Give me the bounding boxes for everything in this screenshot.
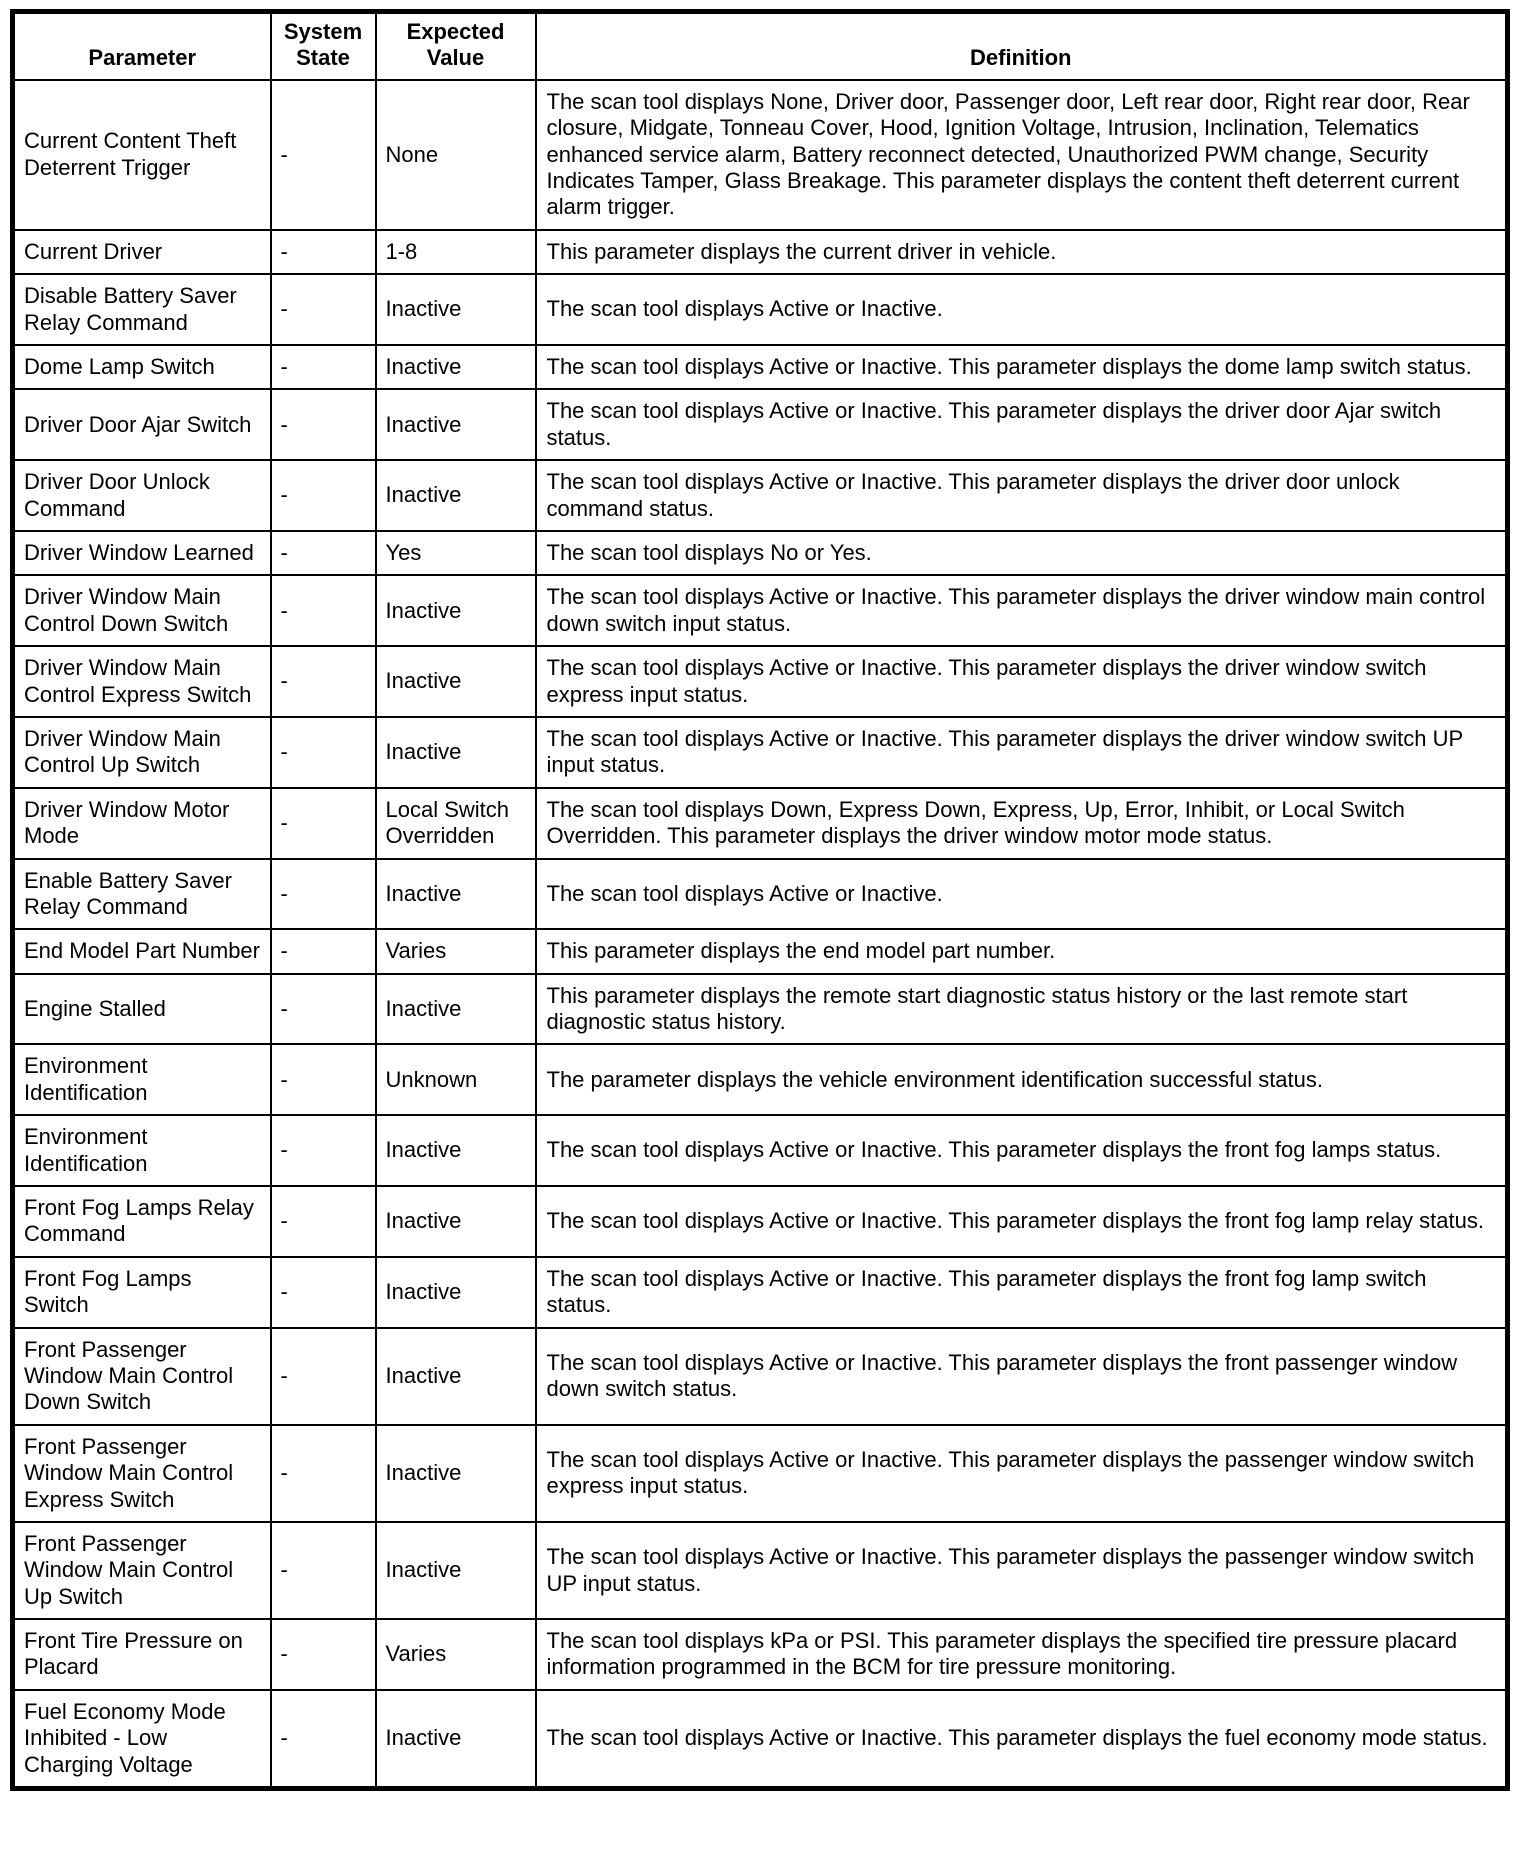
table-row (13, 230, 1508, 274)
cell-system-state: - (271, 345, 376, 389)
cell-definition: The scan tool displays Active or Inactive. This parameter displays the driver door Ajar switch status. (536, 389, 1508, 460)
header-parameter: Parameter (13, 12, 271, 80)
cell-system-state: - (271, 1690, 376, 1789)
cell-definition: The scan tool displays No or Yes. (536, 531, 1508, 575)
table-row (13, 929, 1508, 973)
cell-expected-value: Varies (376, 1619, 536, 1690)
cell-definition: The scan tool displays Active or Inactive. (536, 274, 1508, 345)
table-row (13, 1257, 1508, 1328)
cell-expected-value: Inactive (376, 859, 536, 930)
cell-expected-value: Inactive (376, 1186, 536, 1257)
cell-system-state: - (271, 646, 376, 717)
cell-expected-value: Inactive (376, 1522, 536, 1619)
cell-definition: The scan tool displays Active or Inactive. This parameter displays the driver door unlock command status. (536, 460, 1508, 531)
cell-parameter: Environment Identification (13, 1115, 271, 1186)
cell-system-state: - (271, 717, 376, 788)
cell-definition: The scan tool displays Down, Express Down, Express, Up, Error, Inhibit, or Local Switch Overridden. This parameter displays the driver window motor mode status. (536, 788, 1508, 859)
cell-parameter: End Model Part Number (13, 929, 271, 973)
cell-parameter: Engine Stalled (13, 974, 271, 1045)
cell-expected-value: None (376, 80, 536, 230)
cell-definition: The scan tool displays Active or Inactive. This parameter displays the driver window switch express input status. (536, 646, 1508, 717)
cell-expected-value: Inactive (376, 274, 536, 345)
header-expected-value: Expected Value (376, 12, 536, 80)
table-row (13, 531, 1508, 575)
header-system-state: System State (271, 12, 376, 80)
header-row (13, 12, 1508, 80)
cell-expected-value: Inactive (376, 717, 536, 788)
cell-system-state: - (271, 929, 376, 973)
cell-parameter: Driver Window Main Control Down Switch (13, 575, 271, 646)
table-row (13, 859, 1508, 930)
table-row (13, 389, 1508, 460)
table-row (13, 460, 1508, 531)
cell-definition: The scan tool displays Active or Inactive. This parameter displays the driver window main control down switch input status. (536, 575, 1508, 646)
cell-parameter: Front Passenger Window Main Control Express Switch (13, 1425, 271, 1522)
cell-system-state: - (271, 1328, 376, 1425)
table-body (13, 80, 1508, 1789)
cell-system-state: - (271, 1619, 376, 1690)
table-row (13, 1328, 1508, 1425)
cell-system-state: - (271, 80, 376, 230)
cell-definition: The scan tool displays None, Driver door, Passenger door, Left rear door, Right rear door, Rear closure, Midgate, Tonneau Cover, Hood, Ignition Voltage, Intrusion, Inclination, Telematics enhanced service alarm, Battery reconnect detected, Unauthorized PWM change, Security Indicates Tamper, Glass Breakage. This parameter displays the content theft deterrent current alarm trigger. (536, 80, 1508, 230)
table-row (13, 1186, 1508, 1257)
cell-parameter: Driver Window Learned (13, 531, 271, 575)
cell-parameter: Fuel Economy Mode Inhibited - Low Charging Voltage (13, 1690, 271, 1789)
cell-parameter: Front Tire Pressure on Placard (13, 1619, 271, 1690)
cell-expected-value: Inactive (376, 1115, 536, 1186)
table-row (13, 1425, 1508, 1522)
cell-expected-value: Inactive (376, 460, 536, 531)
cell-expected-value: Yes (376, 531, 536, 575)
cell-expected-value: Unknown (376, 1044, 536, 1115)
table-row (13, 717, 1508, 788)
cell-definition: This parameter displays the end model part number. (536, 929, 1508, 973)
cell-parameter: Front Passenger Window Main Control Up Switch (13, 1522, 271, 1619)
cell-definition: The scan tool displays Active or Inactive. This parameter displays the front fog lamps status. (536, 1115, 1508, 1186)
cell-system-state: - (271, 575, 376, 646)
table-row (13, 1619, 1508, 1690)
cell-parameter: Enable Battery Saver Relay Command (13, 859, 271, 930)
cell-definition: The scan tool displays Active or Inactive. This parameter displays the front fog lamp relay status. (536, 1186, 1508, 1257)
cell-system-state: - (271, 1257, 376, 1328)
cell-parameter: Environment Identification (13, 1044, 271, 1115)
table-row (13, 1115, 1508, 1186)
cell-expected-value: Inactive (376, 1328, 536, 1425)
cell-expected-value: Inactive (376, 1257, 536, 1328)
cell-parameter: Current Content Theft Deterrent Trigger (13, 80, 271, 230)
cell-system-state: - (271, 460, 376, 531)
cell-expected-value: Inactive (376, 345, 536, 389)
cell-definition: The scan tool displays Active or Inactive. This parameter displays the passenger window switch express input status. (536, 1425, 1508, 1522)
cell-expected-value: 1-8 (376, 230, 536, 274)
table-row (13, 646, 1508, 717)
cell-expected-value: Varies (376, 929, 536, 973)
cell-definition: The scan tool displays Active or Inactive. This parameter displays the front fog lamp switch status. (536, 1257, 1508, 1328)
cell-system-state: - (271, 1044, 376, 1115)
cell-expected-value: Inactive (376, 1425, 536, 1522)
cell-system-state: - (271, 974, 376, 1045)
cell-system-state: - (271, 531, 376, 575)
cell-definition: The scan tool displays Active or Inactive. This parameter displays the dome lamp switch status. (536, 345, 1508, 389)
cell-system-state: - (271, 389, 376, 460)
parameters-table (10, 9, 1510, 1791)
cell-system-state: - (271, 788, 376, 859)
cell-parameter: Front Fog Lamps Relay Command (13, 1186, 271, 1257)
table-row (13, 1690, 1508, 1789)
cell-parameter: Front Passenger Window Main Control Down Switch (13, 1328, 271, 1425)
cell-system-state: - (271, 859, 376, 930)
header-definition: Definition (536, 12, 1508, 80)
cell-expected-value: Inactive (376, 575, 536, 646)
cell-parameter: Dome Lamp Switch (13, 345, 271, 389)
table-row (13, 80, 1508, 230)
cell-expected-value: Inactive (376, 389, 536, 460)
cell-system-state: - (271, 1425, 376, 1522)
cell-parameter: Front Fog Lamps Switch (13, 1257, 271, 1328)
table-row (13, 575, 1508, 646)
cell-parameter: Current Driver (13, 230, 271, 274)
cell-definition: This parameter displays the current driver in vehicle. (536, 230, 1508, 274)
table-row (13, 788, 1508, 859)
cell-definition: The scan tool displays Active or Inactive. This parameter displays the driver window switch UP input status. (536, 717, 1508, 788)
cell-parameter: Driver Window Motor Mode (13, 788, 271, 859)
cell-parameter: Driver Door Unlock Command (13, 460, 271, 531)
table-row (13, 974, 1508, 1045)
cell-system-state: - (271, 274, 376, 345)
cell-definition: This parameter displays the remote start diagnostic status history or the last remote start diagnostic status history. (536, 974, 1508, 1045)
cell-definition: The scan tool displays kPa or PSI. This parameter displays the specified tire pressure placard information programmed in the BCM for tire pressure monitoring. (536, 1619, 1508, 1690)
cell-definition: The parameter displays the vehicle environment identification successful status. (536, 1044, 1508, 1115)
table-row (13, 1522, 1508, 1619)
cell-expected-value: Inactive (376, 646, 536, 717)
table-row (13, 1044, 1508, 1115)
table-row (13, 274, 1508, 345)
cell-system-state: - (271, 1522, 376, 1619)
cell-definition: The scan tool displays Active or Inactive. This parameter displays the fuel economy mode status. (536, 1690, 1508, 1789)
cell-system-state: - (271, 1115, 376, 1186)
cell-parameter: Driver Door Ajar Switch (13, 389, 271, 460)
cell-definition: The scan tool displays Active or Inactive. (536, 859, 1508, 930)
cell-system-state: - (271, 1186, 376, 1257)
cell-definition: The scan tool displays Active or Inactive. This parameter displays the passenger window switch UP input status. (536, 1522, 1508, 1619)
cell-expected-value: Inactive (376, 1690, 536, 1789)
cell-definition: The scan tool displays Active or Inactive. This parameter displays the front passenger window down switch status. (536, 1328, 1508, 1425)
table-row (13, 345, 1508, 389)
cell-parameter: Disable Battery Saver Relay Command (13, 274, 271, 345)
cell-system-state: - (271, 230, 376, 274)
cell-expected-value: Inactive (376, 974, 536, 1045)
cell-parameter: Driver Window Main Control Express Switch (13, 646, 271, 717)
cell-expected-value: Local Switch Overridden (376, 788, 536, 859)
cell-parameter: Driver Window Main Control Up Switch (13, 717, 271, 788)
